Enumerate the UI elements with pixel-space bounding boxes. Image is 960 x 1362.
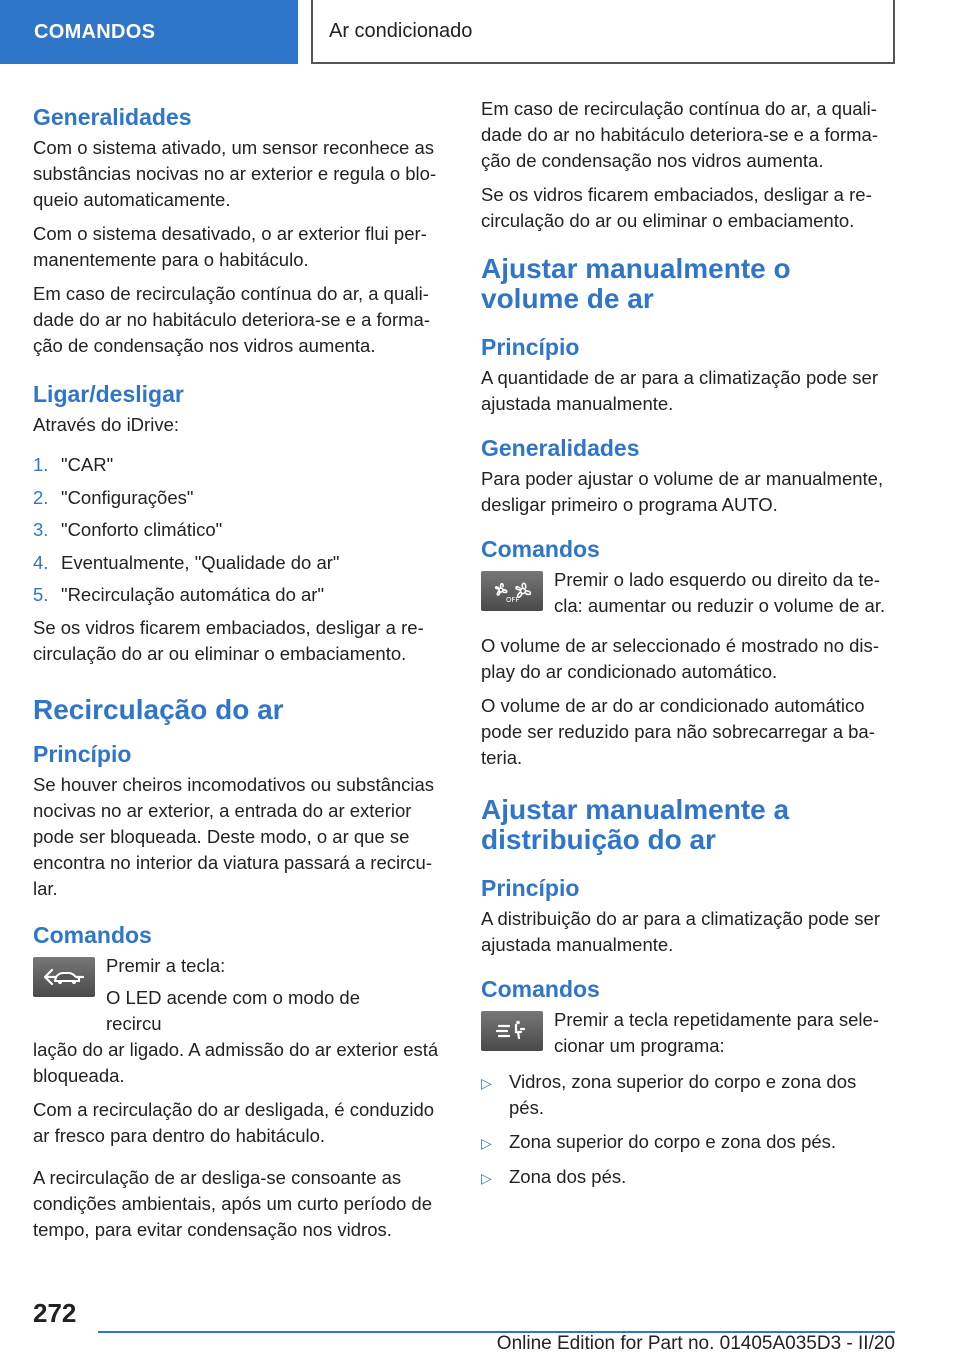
triangle-bullet-icon: ▷ [481,1075,492,1091]
heading-generalidades: Generalidades [33,104,192,130]
heading-volume-ar: Ajustar manualmente o volume de ar [481,253,791,314]
heading-generalidades: Generalidades [481,435,640,461]
heading-distribuicao-ar: Ajustar manualmente a distribuição do ar [481,794,790,855]
program-list [481,1069,893,1191]
paragraph: A quantidade de ar para a climatização pode ser ajustada manualmente. [481,367,878,414]
triangle-bullet-icon: ▷ [481,1135,492,1151]
section-tab: COMANDOS [0,0,298,64]
heading-comandos: Comandos [33,921,152,948]
heading-principio: Princípio [481,875,580,901]
fan-button-icon [481,571,543,611]
step-text: "Recirculação automática do ar" [61,584,325,605]
paragraph: Com o sistema desativado, o ar exterior flui permanentemente para o habitáculo. [33,223,427,270]
list-item [33,517,447,543]
paragraph: Se os vidros ficarem embaciados, desligar a recirculação do ar ou eliminar o embaciamento. [481,184,872,231]
list-item [481,1069,893,1121]
step-number: 4. [33,551,49,573]
list-item [33,550,447,576]
paragraph: A recirculação de ar desliga-se consoante as condições ambientais, após um curto período de tempo, para evitar condensação nos vidros. [33,1166,433,1240]
step-number: 3. [33,519,49,540]
list-item [481,1129,893,1156]
left-column [33,96,447,1251]
heading-principio: Princípio [33,740,132,767]
paragraph: Através do iDrive: [33,414,179,435]
control-fan [481,567,893,619]
step-number: 5. [33,584,49,605]
page-title: Ar condicionado [311,0,895,64]
heading-principio: Princípio [481,334,580,360]
paragraph: Para poder ajustar o volume de ar manualmente, desligar primeiro o programa AUTO. [481,468,884,515]
paragraph: O volume de ar seleccionado é mostrado no display do ar condicionado automático. [481,635,879,682]
triangle-bullet-icon: ▷ [481,1170,492,1186]
page-number: 272 [33,1298,77,1328]
step-text: Eventualmente, "Qualidade do ar" [61,551,340,573]
step-text: "Conforto climático" [61,519,223,540]
recirculation-button-icon [33,957,95,997]
step-number: 1. [33,454,49,475]
paragraph: Premir o lado esquerdo ou direito da tecla: aumentar ou reduzir o volume de ar. [554,569,886,616]
control-distribution [481,1007,893,1059]
paragraph: O volume de ar do ar condicionado automático pode ser reduzido para não sobrecarregar a bateria. [481,695,875,768]
step-number: 2. [33,486,49,508]
step-text: "CAR" [61,454,114,475]
list-item [33,582,447,608]
list-item [33,485,447,511]
heading-recirculacao: Recirculação do ar [33,693,284,725]
paragraph: Em caso de recirculação contínua do ar, a qualidade do ar no habitáculo deteriora-se e a formação de condensação nos vidros aumenta. [481,98,878,171]
paragraph: Se houver cheiros incomodativos ou substâncias nocivas no ar exterior, a entrada do ar exterior pode ser bloqueada. Deste modo, o ar que se encontra no interior da viatura passará a recircular. [33,773,435,899]
air-distribution-button-icon [481,1011,543,1051]
heading-comandos: Comandos [481,536,600,562]
paragraph: Com a recirculação do ar desligada, é conduzido ar fresco para dentro do habitáculo. [33,1098,435,1146]
list-item-text: Vidros, zona superior do corpo e zona dos pés. [509,1071,857,1118]
idrive-steps-list [33,452,447,608]
heading-ligar-desligar: Ligar/desligar [33,381,184,407]
paragraph: O LED acende com o modo de recircu [106,986,361,1034]
step-text: "Configurações" [61,486,194,508]
paragraph: Premir a tecla repetidamente para selecionar um programa: [554,1009,879,1056]
footer-edition: Online Edition for Part no. 01405A035D3 - II/20 [496,1333,895,1354]
list-item-text: Zona dos pés. [509,1166,627,1187]
paragraph: A distribuição do ar para a climatização pode ser ajustada manualmente. [481,908,880,955]
svg-text:OFF: OFF [506,596,520,604]
list-item [481,1164,893,1191]
right-column [481,96,893,1199]
paragraph: lação do ar ligado. A admissão do ar exterior está bloqueada. [33,1038,439,1086]
paragraph: Se os vidros ficarem embaciados, desligar a recirculação do ar ou eliminar o embaciamento. [33,616,424,664]
paragraph: Premir a tecla: [106,954,226,976]
heading-comandos: Comandos [481,976,600,1002]
list-item-text: Zona superior do corpo e zona dos pés. [509,1131,837,1152]
paragraph: Com o sistema ativado, um sensor reconhece as substâncias nocivas no ar exterior e regula o bloqueio automaticamente. [33,137,437,210]
paragraph: Em caso de recirculação contínua do ar, a qualidade do ar no habitáculo deteriora-se e a formação de condensação nos vidros aumenta. [33,283,430,356]
control-recirculation [33,953,447,1037]
list-item [33,452,447,478]
